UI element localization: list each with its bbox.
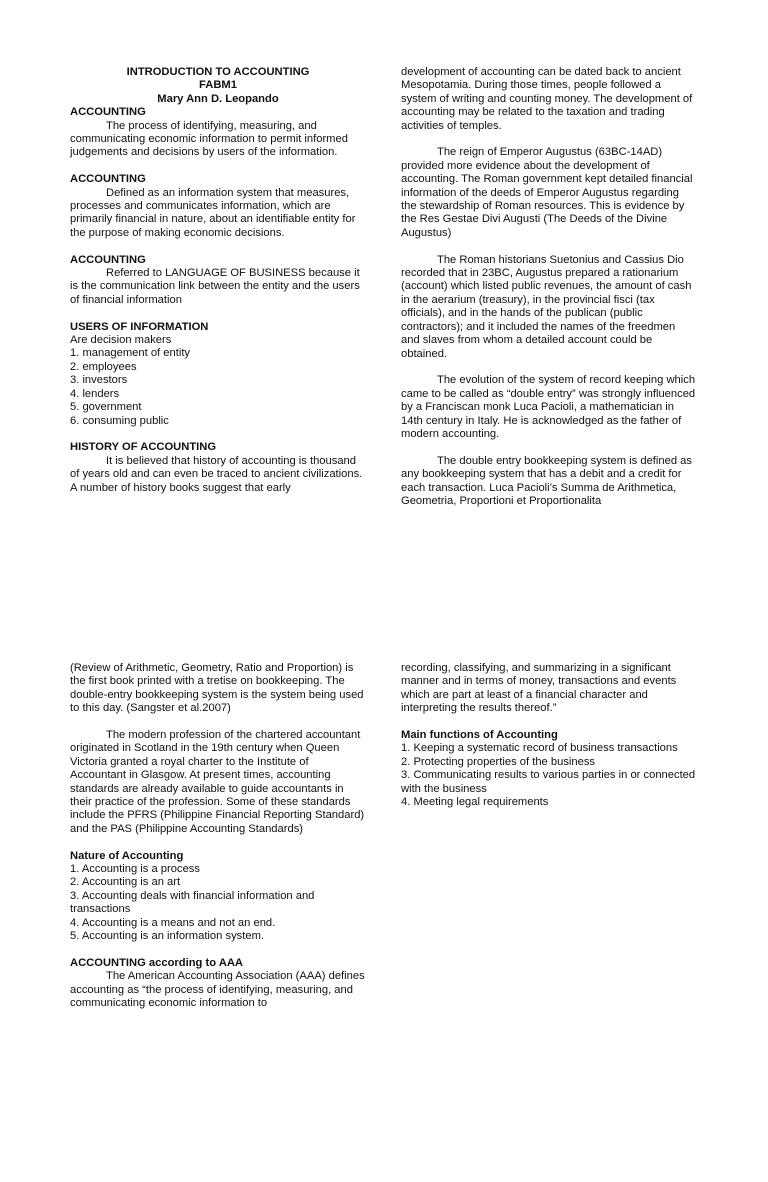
section-heading: ACCOUNTING bbox=[70, 106, 146, 119]
section-heading: Main functions of Accounting bbox=[401, 729, 558, 742]
list-item: 2. Accounting is an art bbox=[70, 876, 181, 889]
list-item: 5. Accounting is an information system. bbox=[70, 930, 265, 943]
section-heading: Nature of Accounting bbox=[70, 849, 184, 862]
list-item: 2. employees bbox=[70, 360, 137, 373]
section-heading: ACCOUNTING bbox=[70, 253, 146, 266]
paragraph: The reign of Emperor Augustus (63BC-14AD) provided more evidence about the development of accounting. The Roman government kept detailed financial information of the deeds of Emperor Augustus regarding the stewardship of Roman resources. This is evidence by the Res Gestae Divi Augusti (The Deeds of the Divine Augustus) bbox=[401, 146, 693, 239]
list-item: 5. government bbox=[70, 401, 142, 414]
page-2 bbox=[0, 662, 768, 1182]
page-2-right-column bbox=[401, 662, 697, 809]
list-item: 4. Meeting legal requirements bbox=[401, 796, 549, 809]
paragraph: The process of identifying, measuring, and communicating economic information to permit informed judgements and decisions by users of the information. bbox=[70, 119, 348, 159]
list-item: 3. Communicating results to various parties in or connected with the business bbox=[401, 769, 696, 795]
paragraph: recording, classifying, and summarizing in a significant manner and in terms of money, transactions and events which are part at least of a financial character and interpreting the results thereof.” bbox=[401, 662, 677, 715]
section-heading: ACCOUNTING according to AAA bbox=[70, 956, 243, 969]
paragraph: Referred to LANGUAGE OF BUSINESS because it is the communication link between the entity and the users of financial information bbox=[70, 267, 360, 306]
paragraph: The American Accounting Association (AAA) defines accounting as “the process of identifying, measuring, and communicating economic information to bbox=[70, 970, 365, 1010]
list-item: 4. lenders bbox=[70, 387, 120, 400]
paragraph: development of accounting can be dated back to ancient Mesopotamia. During those times, people followed a system of writing and counting money. The development of accounting may be related to the taxation and trading activities of temples. bbox=[401, 66, 693, 132]
author-name: Mary Ann D. Leopando bbox=[157, 92, 279, 105]
paragraph: Defined as an information system that measures, processes and communicates information, which are primarily financial in nature, about an identifiable entity for the purpose of making economic decisions. bbox=[70, 186, 356, 239]
section-heading: ACCOUNTING bbox=[70, 173, 146, 186]
nature-list bbox=[70, 863, 366, 943]
list-item: 3. investors bbox=[70, 374, 128, 387]
document-title: INTRODUCTION TO ACCOUNTING bbox=[126, 66, 310, 78]
paragraph: The evolution of the system of record keeping which came to be called as “double entry” was strongly influenced by a Franciscan monk Luca Pacioli, a mathematician in 14th century in Italy. He is acknowledged as the father of modern accounting. bbox=[401, 374, 696, 440]
page-2-left-column bbox=[70, 662, 366, 1011]
section-heading: HISTORY OF ACCOUNTING bbox=[70, 441, 217, 454]
page-1-left-column bbox=[70, 66, 366, 495]
users-list bbox=[70, 347, 366, 427]
paragraph: The modern profession of the chartered accountant originated in Scotland in the 19th century when Queen Victoria granted a royal charter to the Institute of Accountant in Glasgow. At present times, accounting standards are already available to guide accountants in their practice of the profession. Some of these standards include the PFRS (Philippine Financial Reporting Standard) and the PAS (Philippine Accounting Standards) bbox=[70, 729, 365, 835]
functions-list bbox=[401, 742, 697, 809]
paragraph: It is believed that history of accounting is thousand of years old and can even be traced to ancient civilizations. A number of history books suggest that early bbox=[70, 454, 363, 494]
section-heading: USERS OF INFORMATION bbox=[70, 320, 209, 333]
paragraph: (Review of Arithmetic, Geometry, Ratio and Proportion) is the first book printed with a tretise on bookkeeping. The double-entry bookkeeping system is the system being used to this day. (Sangster et al.2007) bbox=[70, 662, 364, 715]
paragraph: Are decision makers bbox=[70, 334, 172, 347]
list-item: 1. management of entity bbox=[70, 347, 191, 360]
paragraph: The double entry bookkeeping system is defined as any bookkeeping system that has a debit and a credit for each transaction. Luca Pacioli’s Summa de Arithmetica, Geometria, Proportioni et Proportionalita bbox=[401, 454, 692, 507]
page-1 bbox=[0, 66, 768, 586]
list-item: 1. Keeping a systematic record of business transactions bbox=[401, 742, 678, 755]
page-1-right-column bbox=[401, 66, 697, 508]
list-item: 4. Accounting is a means and not an end. bbox=[70, 916, 276, 929]
list-item: 3. Accounting deals with financial information and transactions bbox=[70, 889, 315, 916]
paragraph: The Roman historians Suetonius and Cassius Dio recorded that in 23BC, Augustus prepared a rationarium (account) which listed public revenues, the amount of cash in the aerarium (treasury), in the provincial fisci (tax officials), and in the hands of the publican (public contractors); and it included the names of the freedmen and slaves from whom a detailed account could be obtained. bbox=[401, 253, 692, 360]
course-code: FABM1 bbox=[199, 79, 237, 92]
list-item: 6. consuming public bbox=[70, 414, 169, 427]
list-item: 1. Accounting is a process bbox=[70, 863, 200, 876]
list-item: 2. Protecting properties of the business bbox=[401, 755, 596, 768]
